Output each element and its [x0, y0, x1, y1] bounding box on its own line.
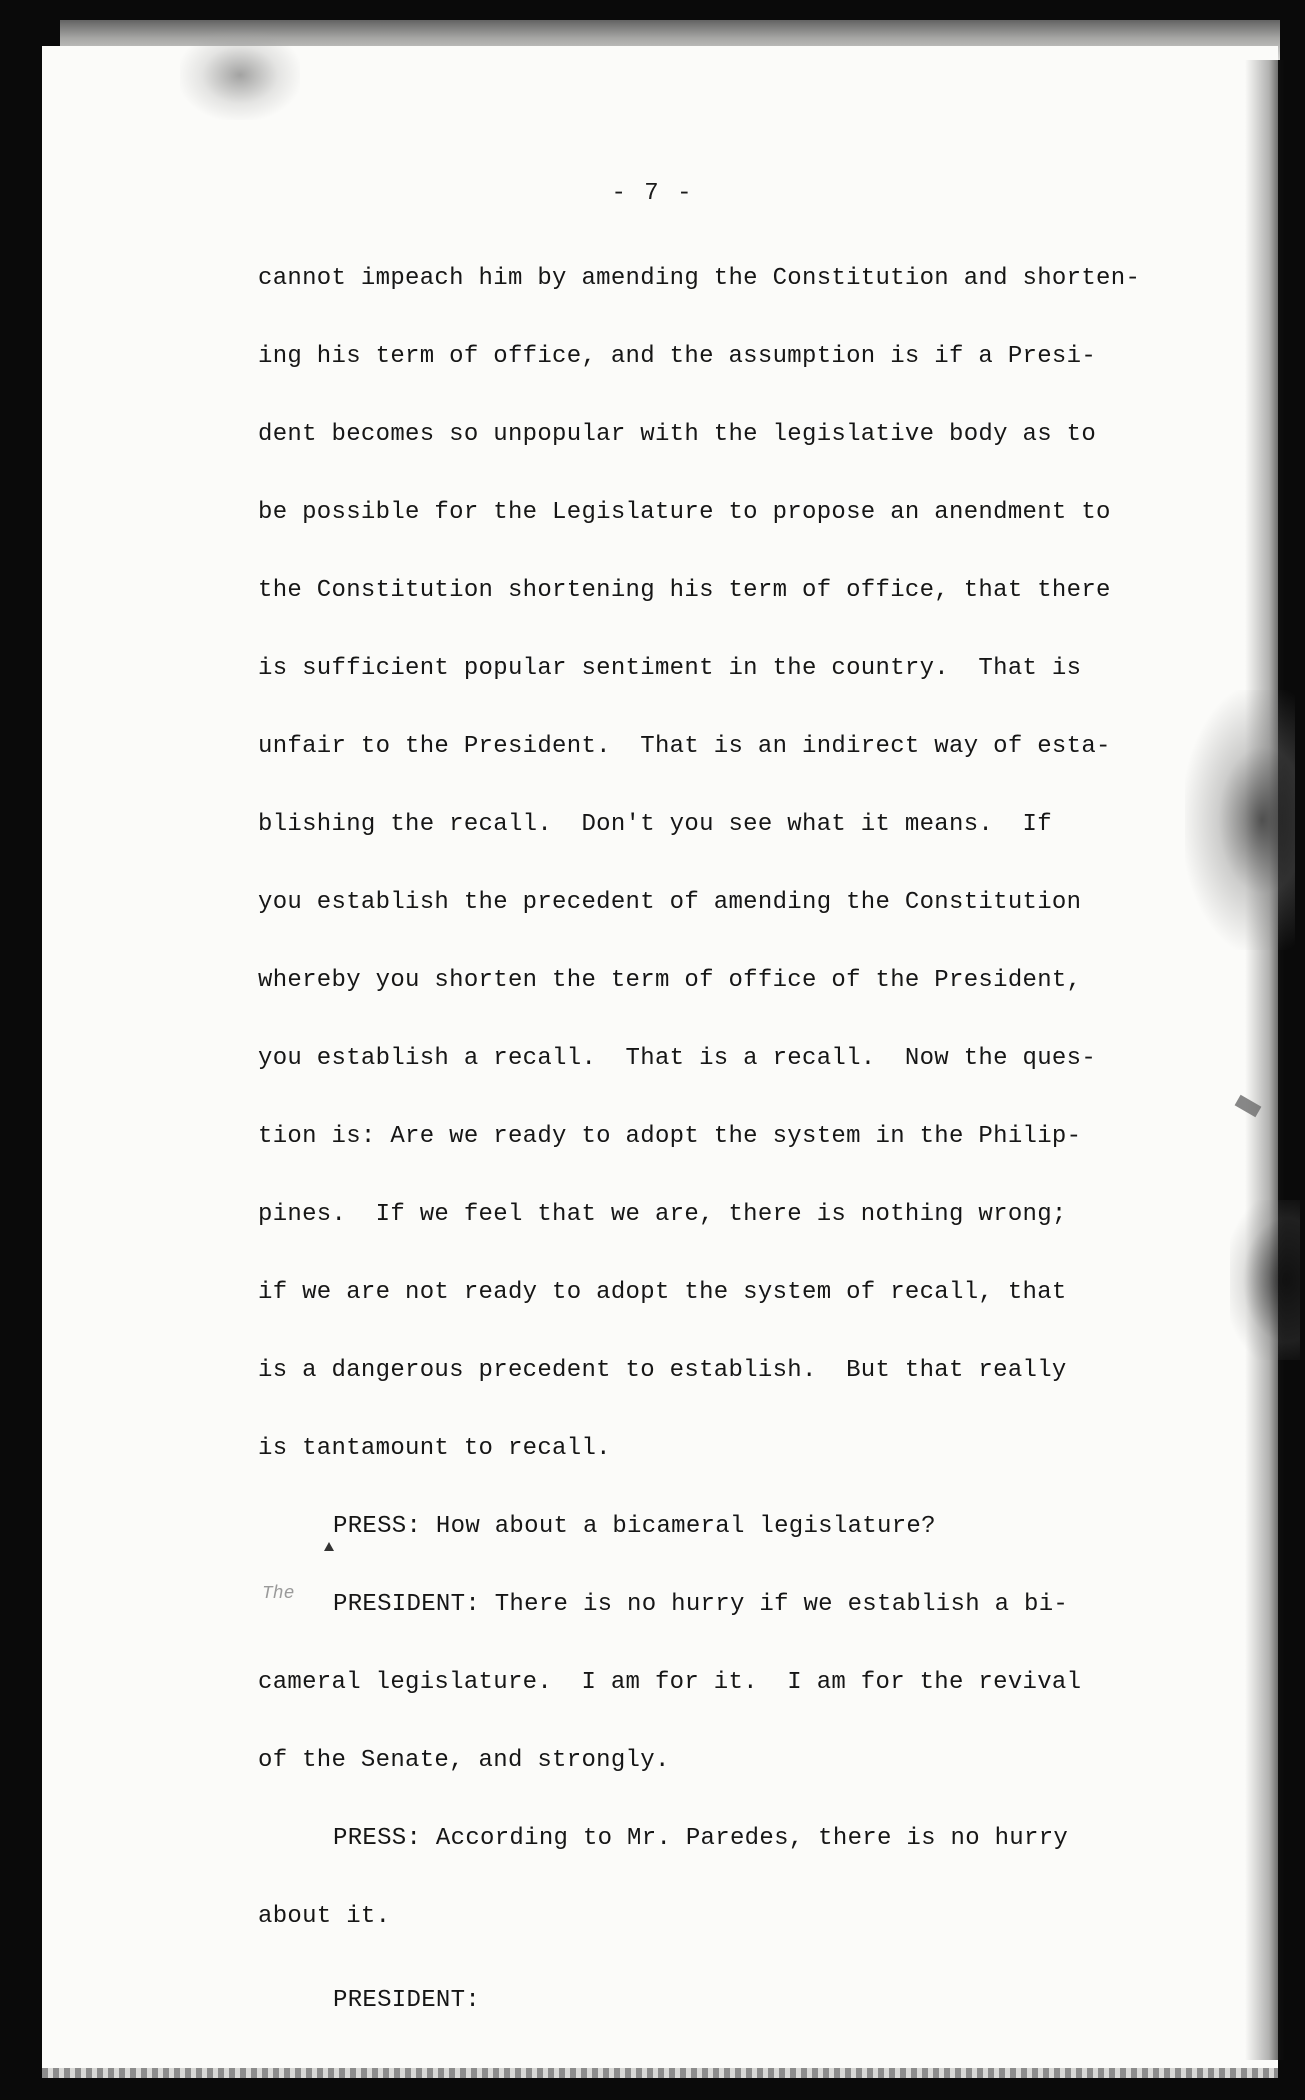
smudge-right-middle: [1185, 690, 1295, 950]
text-line: is tantamount to recall.: [258, 1435, 611, 1462]
smudge-right-lower: [1230, 1200, 1300, 1360]
text-line: cameral legislature. I am for it. I am for the revival: [258, 1669, 1082, 1696]
shadow-right-edge: [1245, 60, 1285, 2060]
text-line: is a dangerous precedent to establish. But that really: [258, 1357, 1067, 1384]
speaker-line-president: PRESIDENT: There is no hurry if we establish a bi-: [333, 1591, 1069, 1618]
speaker-line-press: PRESS: How about a bicameral legislature?: [333, 1513, 936, 1540]
speaker-line-press: PRESS: According to Mr. Paredes, there is no hurry: [333, 1825, 1069, 1852]
text-line: tion is: Are we ready to adopt the system in the Philip-: [258, 1123, 1082, 1150]
text-line: of the Senate, and strongly.: [258, 1747, 670, 1774]
text-line: you establish a recall. That is a recall. Now the ques-: [258, 1045, 1097, 1072]
text-line: is sufficient popular sentiment in the country. That is: [258, 655, 1082, 682]
page-number: - 7 -: [611, 180, 694, 207]
text-line: the Constitution shortening his term of office, that there: [258, 577, 1111, 604]
text-line: unfair to the President. That is an indirect way of esta-: [258, 733, 1111, 760]
speaker-line-president: PRESIDENT:: [333, 1987, 481, 2014]
text-line: whereby you shorten the term of office of the President,: [258, 967, 1082, 994]
text-line: cannot impeach him by amending the Constitution and shorten-: [258, 265, 1141, 292]
caret-mark: [324, 1542, 334, 1551]
text-line: if we are not ready to adopt the system of recall, that: [258, 1279, 1067, 1306]
text-line: pines. If we feel that we are, there is nothing wrong;: [258, 1201, 1067, 1228]
text-line: be possible for the Legislature to propose an anendment to: [258, 499, 1111, 526]
paper-bottom-edge: [42, 2068, 1278, 2078]
text-line: blishing the recall. Don't you see what it means. If: [258, 811, 1052, 838]
text-line: ing his term of office, and the assumption is if a Presi-: [258, 343, 1097, 370]
text-line: dent becomes so unpopular with the legislative body as to: [258, 421, 1097, 448]
margin-annotation: The: [262, 1584, 295, 1604]
text-line: about it.: [258, 1903, 391, 1930]
smudge-top-left: [180, 30, 300, 120]
text-line: you establish the precedent of amending the Constitution: [258, 889, 1082, 916]
